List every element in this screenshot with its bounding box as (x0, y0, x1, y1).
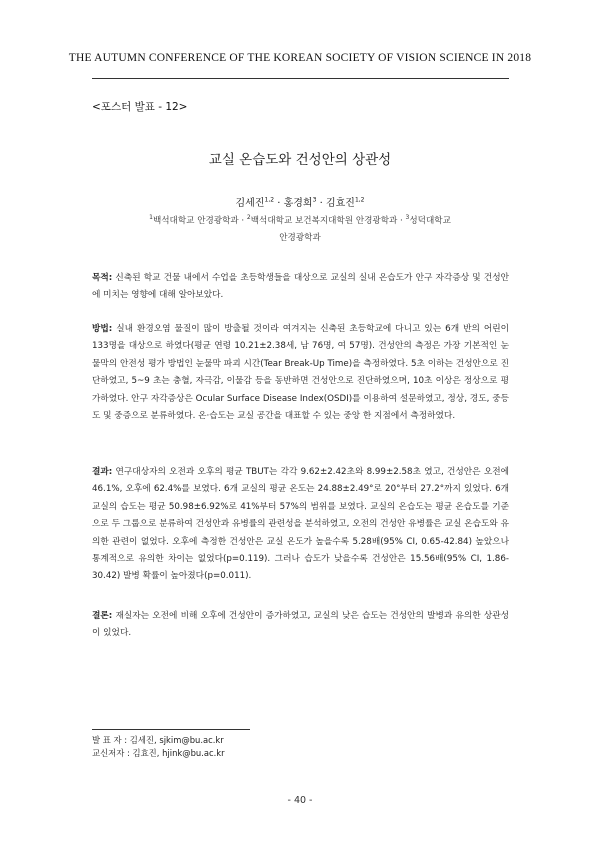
footnotes (92, 734, 225, 760)
author-name: 김세진 (235, 198, 265, 209)
author-name: 김효진 (325, 198, 355, 209)
author-affiliation-marker: 1,2 (354, 196, 365, 204)
author-list (0, 194, 600, 209)
author-separator: · (316, 198, 326, 209)
section-label: 결론: (92, 611, 113, 621)
purpose-section (92, 270, 509, 305)
affiliation-marker: 3 (405, 214, 410, 221)
result-section (92, 464, 509, 586)
section-label: 결과: (92, 467, 113, 477)
section-label: 방법: (92, 324, 113, 334)
conference-header: THE AUTUMN CONFERENCE OF THE KOREAN SOCIETY OF VISION SCIENCE IN 2018 (68, 52, 532, 64)
affiliation-line (100, 209, 500, 230)
section-label: 목적: (92, 273, 113, 283)
section-text: 신축된 학교 건물 내에서 수업을 초등학생들을 대상으로 교실의 실내 온습도가 안구 자각증상 및 건성안에 미치는 영향에 대해 알아보았다. (92, 273, 509, 301)
author-separator: · (274, 198, 284, 209)
author-affiliation-marker: 1,2 (264, 196, 275, 204)
affiliation-text: 백석대학교 안경광학과 · (152, 215, 247, 226)
session-label: <포스터 발표 - 12> (92, 101, 188, 113)
affiliation-line: 안경광학과 (279, 232, 321, 243)
affiliation-text: 성덕대학교 (409, 215, 451, 226)
author-affiliation-marker: 3 (312, 196, 317, 204)
author-name: 홍경희 (283, 198, 313, 209)
corresponding-author-contact: 교신저자 : 김효진, hjink@bu.ac.kr (92, 748, 225, 758)
section-text: 재실자는 오전에 비해 오후에 건성안이 증가하였고, 교실의 낮은 습도는 건성안의 발병과 유의한 상관성이 있었다. (92, 611, 509, 639)
section-text: 실내 환경오염 물질이 많이 방출될 것이라 여겨지는 신축된 초등학교에 다니고 있는 6개 반의 어린이 133명을 대상으로 하였다(평균 연령 10.21±2.38세, 남 76명, 여 57명). 건성안의 측정은 가장 기본적인 눈물막의 안전성 평가 방법인 눈물막 파괴 시간(Tear Break-Up Time)을 측정하였다. 5초 이하는 건성안으로 진단하였고, 5~9 초는 충혈, 자극감, 이물감 등을 동반하면 건성안으로 진단하였으며, 10초 이상은 정상으로 평가하였다. 안구 자각증상은 Ocular Surface Disease Index(OSDI)를 이용하여 설문하였고, 정상, 경도, 중등도 및 중증으로 분류하였다. 온·습도는 교실 공간을 대표할 수 있는 중앙 한 지점에서 측정하였다. (92, 324, 509, 422)
method-section (92, 321, 509, 425)
affiliation-text: 백석대학교 보건복지대학원 안경광학과 · (250, 215, 406, 226)
conclusion-section (92, 608, 509, 643)
page-number: - 40 - (287, 795, 313, 806)
paper-title: 교실 온습도와 건성안의 상관성 (208, 152, 392, 168)
affiliation-marker: 1 (149, 214, 153, 221)
presenter-contact: 발 표 자 : 김세진, sjkim@bu.ac.kr (92, 735, 224, 745)
header-divider (92, 78, 509, 79)
affiliations (100, 209, 500, 247)
affiliation-marker: 2 (246, 214, 251, 221)
footnote-divider (92, 729, 250, 730)
section-text: 연구대상자의 오전과 오후의 평균 TBUT는 각각 9.62±2.42초와 8.99±2.58초 였고, 건성안은 오전에 46.1%, 오후에 62.4%를 보였다. 6개 교실의 평균 온도는 24.88±2.49°로 20°부터 27.2°까지 있었다. 6개 교실의 습도는 평균 50.98±6.92%로 41%부터 57%의 범위를 보였다. 교실의 온습도는 평균 온습도를 기준으로 두 그룹으로 분류하여 건성안과 유병률의 관련성을 분석하였고, 오전의 건성안 유병률은 교실 온습도와 유의한 관련이 없었다. 오후에 측정한 건성안은 교실 온도가 높을수록 5.28배(95% CI, 0.65-42.84) 높았으나 통계적으로 유의한 차이는 없었다(p=0.119). 그러나 습도가 낮을수록 건성안은 15.56배(95% CI, 1.86-30.42) 발병 확률이 높아졌다(p=0.011). (92, 467, 509, 582)
